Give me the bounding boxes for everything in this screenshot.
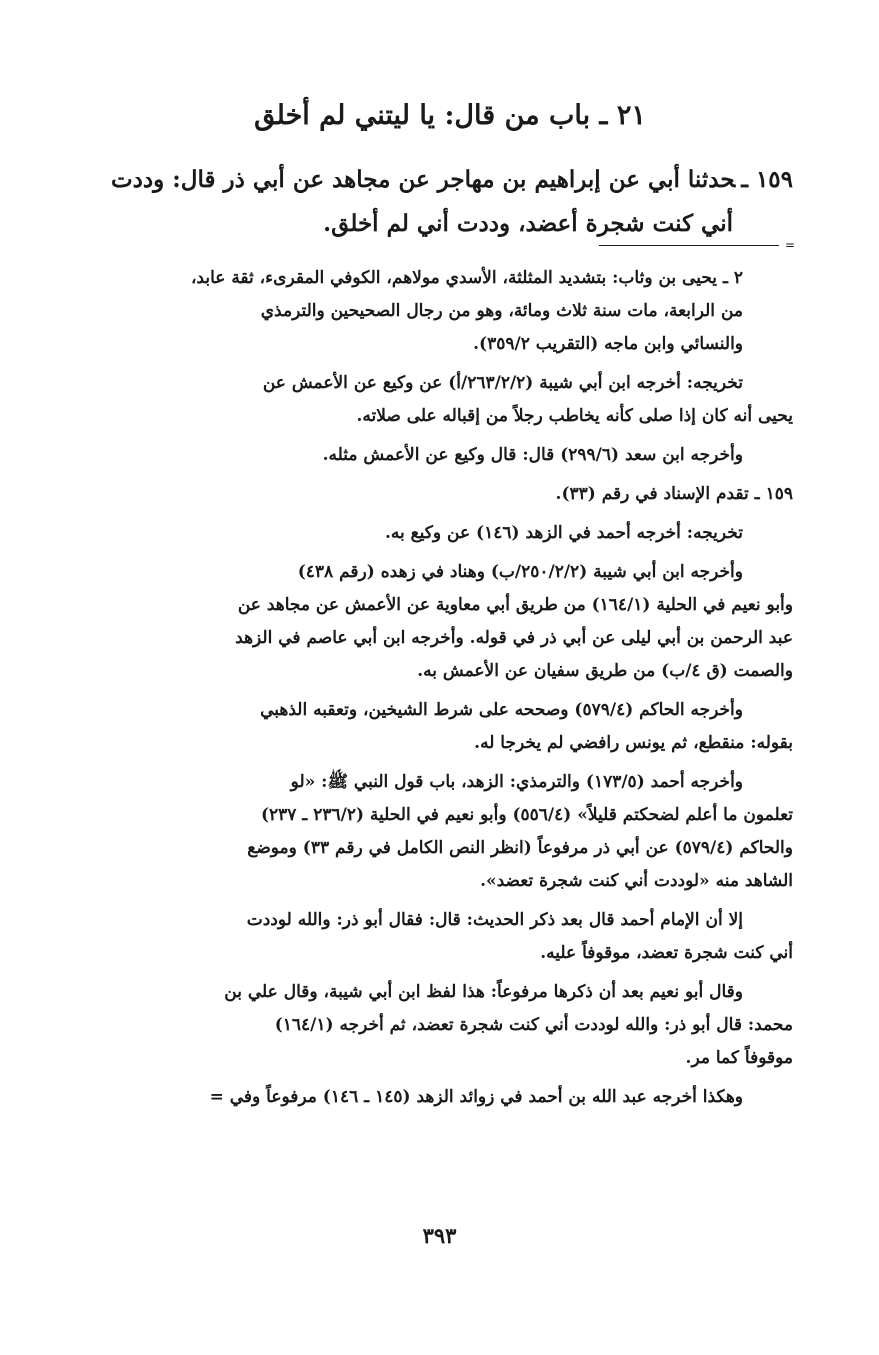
note-takhrij-3: تخريجه: أخرجه أحمد في الزهد (١٤٦) عن وكيع به. <box>384 523 743 543</box>
continuation-mark: = <box>209 1087 224 1107</box>
hadith-text <box>83 158 793 246</box>
note-paragraph-4: وأخرجه ابن أبي شيبة (٢٥٠/٢/٢/ب) وهناد في زهده (رقم ٤٣٨) وأبو نعيم في الحلية (١٦٤/١) من طريق أبي معاوية عن الأعمش عن مجاهد عن عبد الرحمن بن أبي ليلى عن أبي ذر في قوله. وأخرجه ابن أبي عاصم في الزهد والصمت (ق ٤/ب) من طريق سفيان عن الأعمش به. <box>235 562 793 681</box>
footnote-divider <box>599 245 779 246</box>
note-paragraph-6: وأخرجه أحمد (١٧٣/٥) والترمذي: الزهد، باب قول النبي ﷺ: «لو تعلمون ما أعلم لضحكتم قليلاً» (٥٥٦/٤) وأبو نعيم في الحلية (٢٣٦/٢ ـ ٢٣٧) والحاكم (٥٧٩/٤) عن أبي ذر مرفوعاً (انظر النص الكامل في رقم ٣٣) وموضع الشاهد منه «لوددت أني كنت شجرة تعضد». <box>247 772 793 891</box>
note-paragraph-5: وأخرجه الحاكم (٥٧٩/٤) وصححه على شرط الشيخين، وتعقبه الذهبي بقوله: منقطع، ثم يونس رافضي لم يخرجا له. <box>260 700 793 753</box>
note-paragraph-7: إلا أن الإمام أحمد قال بعد ذكر الحديث: قال: فقال أبو ذر: والله لوددت أني كنت شجرة تعضد، موقوفاً عليه. <box>246 910 793 963</box>
footnotes <box>83 262 793 1120</box>
note-takhrij-1: تخريجه: أخرجه ابن أبي شيبة (٢٦٣/٢/٢/أ) عن وكيع عن الأعمش عن يحيى أنه كان إذا صلى كأنه يخاطب رجلاً من إقباله على صلاته. <box>262 373 793 426</box>
chapter-title: ٢١ ـ باب من قال: يا ليتني لم أخلق <box>254 100 646 131</box>
note-hadith-159: ١٥٩ ـ تقدم الإسناد في رقم (٣٣). <box>555 484 793 504</box>
hadith-number: ١٥٩ ـ <box>741 166 793 193</box>
note-takhrij-2: وأخرجه ابن سعد (٢٩٩/٦) قال: قال وكيع عن الأعمش مثله. <box>322 445 743 465</box>
hadith-line-1: ١٥٩ ـحدثنا أبي عن إبراهيم بن مهاجر عن مجاهد عن أبي ذر قال: وددت <box>111 166 793 193</box>
note-paragraph-8: وقال أبو نعيم بعد أن ذكرها مرفوعاً: هذا لفظ ابن أبي شيبة، وقال علي بن محمد: قال أبو ذر: والله لوددت أني كنت شجرة تعضد، ثم أخرجه (١٦٤/١) موقوفاً كما مر. <box>224 982 793 1068</box>
page-number: ٣٩٣ <box>422 1223 457 1248</box>
footnote-continuation-mark: = <box>784 238 795 252</box>
note-narrator: ٢ ـ يحيى بن وثاب: بتشديد المثلثة، الأسدي مولاهم، الكوفي المقرىء، ثقة عابد، من الرابعة، مات سنة ثلاث ومائة، وهو من رجال الصحيحين والترمذي والنسائي وابن ماجه (التقريب ٣٥٩/٢). <box>190 268 743 354</box>
note-paragraph-9: وهكذا أخرجه عبد الله بن أحمد في زوائد الزهد (١٤٥ ـ ١٤٦) مرفوعاً وفي = <box>209 1087 743 1107</box>
hadith-line-2: أني كنت شجرة أعضد، وددت أني لم أخلق. <box>323 210 733 237</box>
